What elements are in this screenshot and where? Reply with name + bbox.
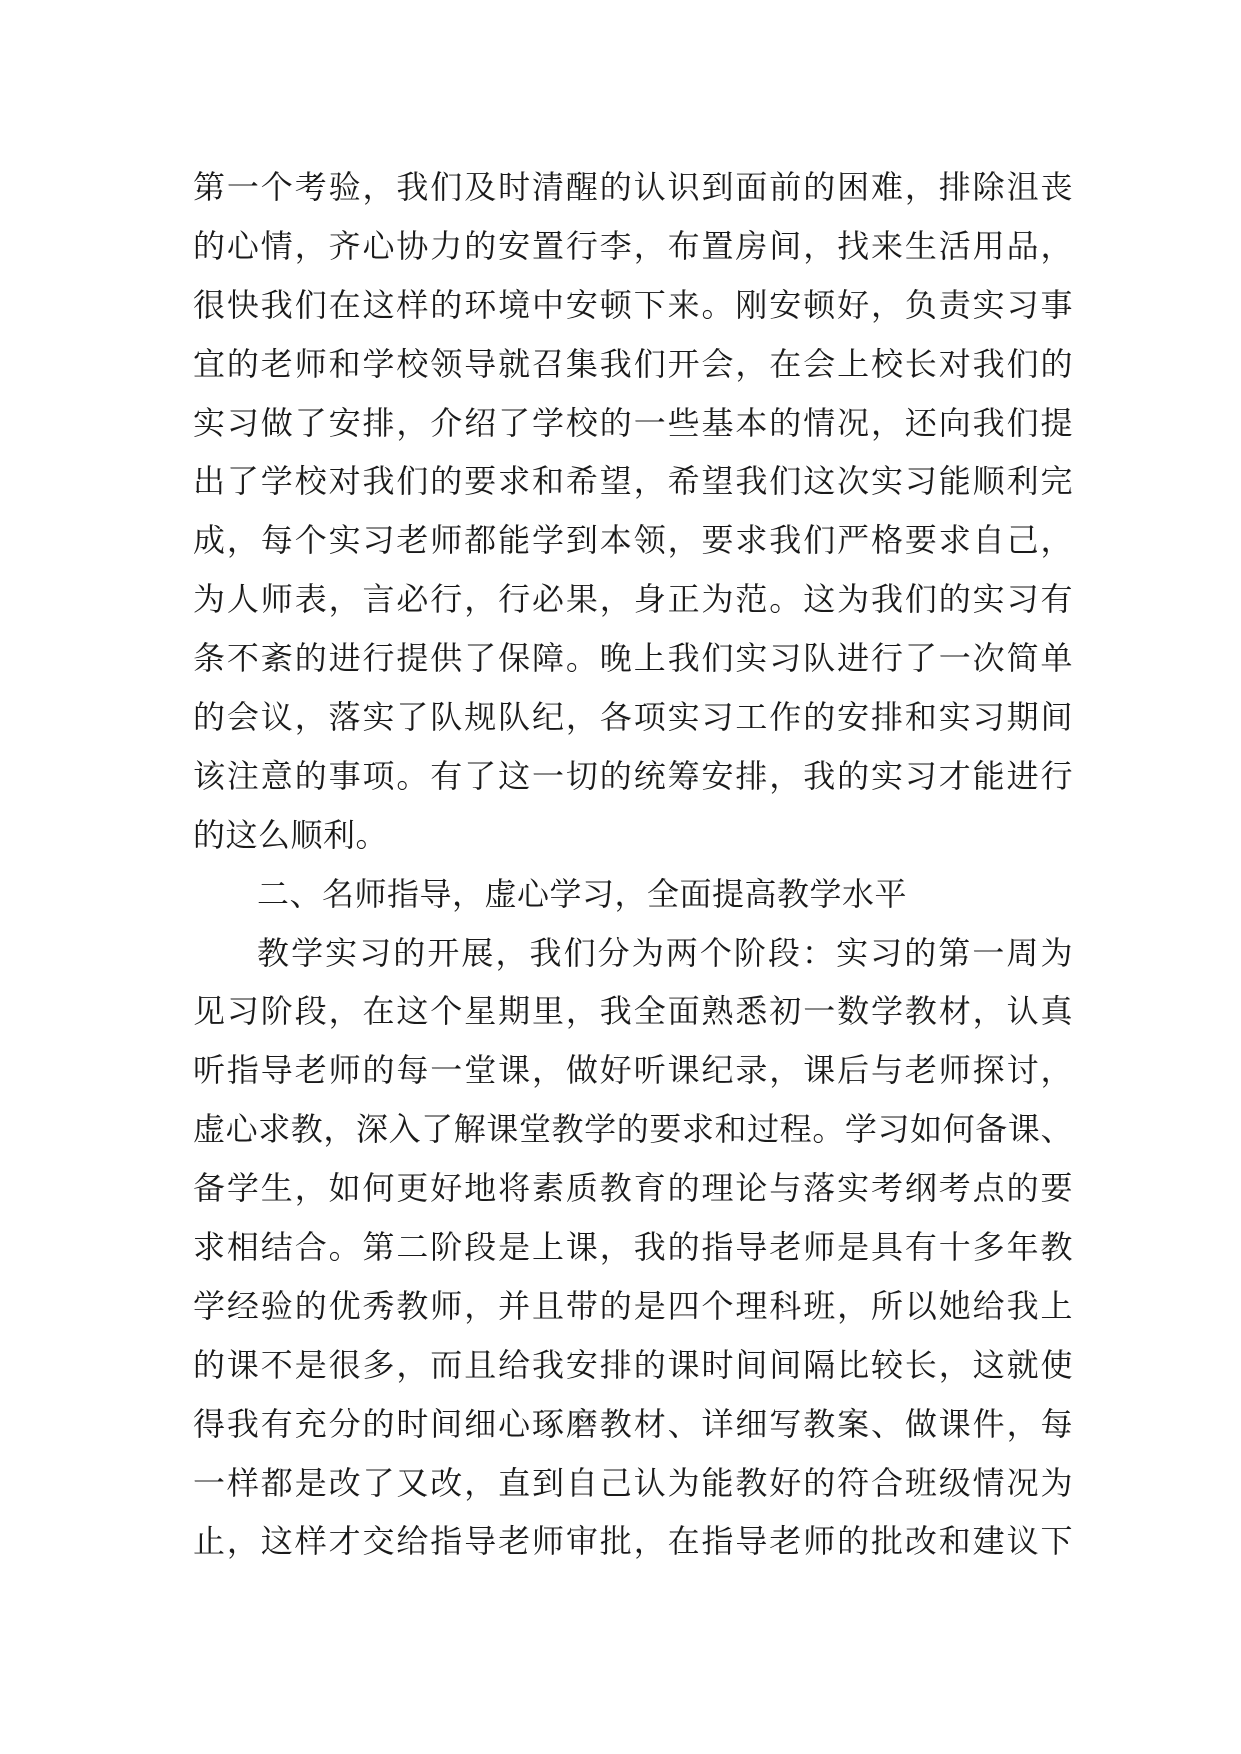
section-heading: 二、名师指导，虚心学习，全面提高教学水平 [257, 874, 908, 913]
text-line: 的课不是很多，而且给我安排的课时间间隔比较长，这就使 [193, 1345, 1073, 1384]
text-line: 听指导老师的每一堂课，做好听课纪录，课后与老师探讨， [193, 1051, 1073, 1090]
text-line: 得我有充分的时间细心琢磨教材、详细写教案、做课件，每 [193, 1404, 1073, 1443]
text-line: 的会议，落实了队规队纪，各项实习工作的安排和实习期间 [193, 698, 1073, 737]
text-line: 见习阶段，在这个星期里，我全面熟悉初一数学教材，认真 [193, 992, 1073, 1031]
text-line: 的心情，齐心协力的安置行李，布置房间，找来生活用品， [193, 226, 1073, 265]
text-line: 条不紊的进行提供了保障。晚上我们实习队进行了一次简单 [193, 639, 1073, 678]
text-line: 很快我们在这样的环境中安顿下来。刚安顿好，负责实习事 [193, 285, 1073, 324]
paragraph-end-line: 的这么顺利。 [193, 815, 389, 854]
text-line: 宜的老师和学校领导就召集我们开会，在会上校长对我们的 [193, 344, 1073, 383]
text-line: 止，这样才交给指导老师审批，在指导老师的批改和建议下 [193, 1522, 1073, 1561]
text-line: 出了学校对我们的要求和希望，希望我们这次实习能顺利完 [193, 462, 1073, 501]
text-line: 为人师表，言必行，行必果，身正为范。这为我们的实习有 [193, 580, 1073, 619]
text-line: 一样都是改了又改，直到自己认为能教好的符合班级情况为 [193, 1463, 1073, 1502]
text-line: 学经验的优秀教师，并且带的是四个理科班，所以她给我上 [193, 1286, 1073, 1325]
paragraph-first-line: 教学实习的开展，我们分为两个阶段：实习的第一周为 [257, 933, 1073, 972]
text-line: 备学生，如何更好地将素质教育的理论与落实考纲考点的要 [193, 1169, 1073, 1208]
body-text [193, 158, 1073, 1571]
text-line: 该注意的事项。有了这一切的统筹安排，我的实习才能进行 [193, 756, 1073, 795]
text-line: 成，每个实习老师都能学到本领，要求我们严格要求自己， [193, 521, 1073, 560]
text-line: 实习做了安排，介绍了学校的一些基本的情况，还向我们提 [193, 403, 1073, 442]
text-line: 虚心求教，深入了解课堂教学的要求和过程。学习如何备课、 [193, 1110, 1073, 1149]
text-line: 求相结合。第二阶段是上课，我的指导老师是具有十多年教 [193, 1228, 1073, 1267]
text-line: 第一个考验，我们及时清醒的认识到面前的困难，排除沮丧 [193, 168, 1073, 206]
